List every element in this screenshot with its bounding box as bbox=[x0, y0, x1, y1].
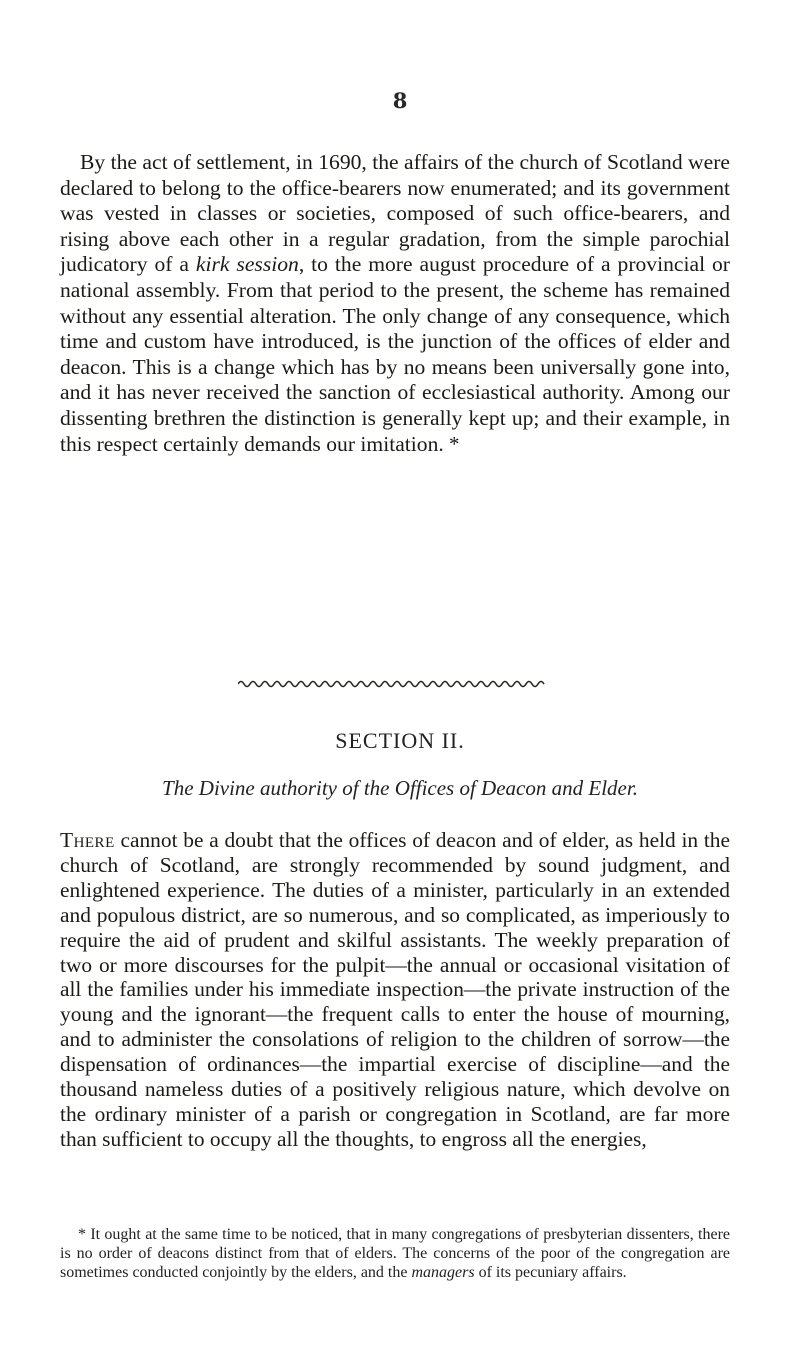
page-number: 8 bbox=[392, 88, 408, 113]
paragraph-text: By the act of settlement, in 1690, the affairs of the church of Scotland were declared to belong to the office-bearers now enumerated; and its government was vested in classes or societies, composed of such office-bearers, and rising above each other in a regular gradation, from the simple parochial judicatory of a bbox=[60, 150, 730, 277]
ornamental-rule bbox=[238, 678, 548, 690]
paragraph-act-of-settlement bbox=[60, 150, 730, 457]
footnote-text: * It ought at the same time to be noticed, that in many congregations of presbyterian dissenters, there is no order of deacons distinct from that of elders. The concerns of the poor of the congregation are sometimes conducted conjointly by the elders, and the bbox=[60, 1226, 730, 1281]
italic-term: kirk session bbox=[195, 252, 299, 277]
footnote-text-cont: of its pecuniary affairs. bbox=[474, 1264, 627, 1281]
section-heading: SECTION II. bbox=[335, 728, 465, 753]
footnote-reference[interactable]: * bbox=[443, 431, 460, 456]
section-title: The Divine authority of the Offices of Deacon and Elder. bbox=[162, 776, 638, 800]
paragraph-text-cont: , to the more august procedure of a provincial or national assembly. From that period to the present, the scheme has remained without any essential alteration. The only change of any consequence, which time and custom have introduced, is the junction of the offices of elder and deacon. This is a change which has by no means been universally gone into, and it has never received the sanction of ecclesiastical authority. Among our dissenting brethren the distinction is generally kept up; and their example, in this respect certainly demands our imitation. bbox=[60, 252, 730, 456]
paragraph-lead-word: There bbox=[60, 828, 115, 852]
wavy-rule-line bbox=[238, 682, 544, 687]
paragraph-divine-authority bbox=[60, 828, 730, 1152]
footnote-italic-term: managers bbox=[411, 1264, 475, 1281]
paragraph-text: cannot be a doubt that the offices of deacon and of elder, as held in the church of Scotland, are strongly recommended by sound judgment, and enlightened experience. The duties of a minister, particularly in an extended and populous district, are so numerous, and so complicated, as imperiously to require the aid of prudent and skilful assistants. The weekly preparation of two or more discourses for the pulpit—the annual or occasional visitation of all the families under his immediate inspection—the private instruction of the young and the ignorant—the frequent calls to enter the house of mourning, and to administer the consolations of religion to the children of sorrow—the dispensation of ordinances—the impartial exercise of discipline—and the thousand nameless duties of a positively religious nature, which devolve on the ordinary minister of a parish or congregation in Scotland, are far more than sufficient to occupy all the thoughts, to engross all the energies, bbox=[60, 828, 730, 1151]
footnote bbox=[60, 1225, 730, 1282]
